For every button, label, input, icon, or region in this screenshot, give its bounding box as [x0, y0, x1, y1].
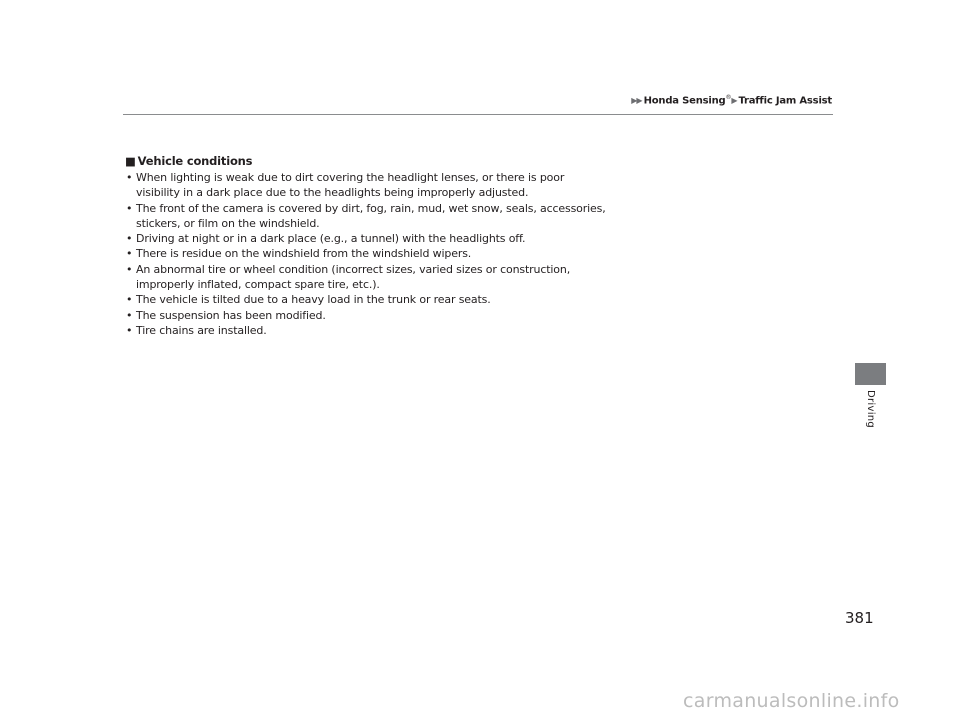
- list-item: [126, 323, 606, 338]
- bullet-icon: •: [126, 232, 133, 246]
- bullet-icon: •: [126, 201, 133, 215]
- bullet-icon: •: [126, 262, 133, 276]
- header-divider: [123, 114, 833, 115]
- page-number: 381: [845, 609, 874, 627]
- list-item-text: The vehicle is tilted due to a heavy load in the trunk or rear seats.: [136, 293, 491, 307]
- list-item-text: The front of the camera is covered by dirt, fog, rain, mud, wet snow, seals, accessories, stickers, or film on the windshield.: [136, 201, 606, 230]
- condition-list: [126, 170, 606, 338]
- list-item: [126, 201, 606, 232]
- chapter-label: Driving: [865, 390, 876, 429]
- section-title: Vehicle conditions: [137, 154, 253, 168]
- chapter-tab: [855, 363, 886, 385]
- list-item-text: Driving at night or in a dark place (e.g., a tunnel) with the headlights off.: [136, 232, 526, 246]
- registered-mark: ®: [725, 94, 732, 101]
- list-item: [126, 246, 606, 261]
- list-item-text: An abnormal tire or wheel condition (incorrect sizes, varied sizes or construction, improperly inflated, compact spare tire, etc.).: [136, 262, 571, 292]
- section-heading: [125, 154, 252, 168]
- breadcrumb: [620, 94, 832, 106]
- list-item: [126, 308, 606, 323]
- arrow-icon: ▶: [731, 96, 737, 106]
- list-item: [126, 262, 606, 293]
- breadcrumb-brand[interactable]: Honda Sensing: [643, 95, 726, 107]
- list-item-text: Tire chains are installed.: [136, 323, 267, 337]
- breadcrumb-section[interactable]: Traffic Jam Assist: [738, 95, 832, 107]
- bullet-icon: •: [126, 323, 133, 337]
- bullet-icon: •: [126, 247, 133, 261]
- list-item: [126, 231, 606, 246]
- bullet-icon: •: [126, 171, 133, 184]
- list-item-text: The suspension has been modified.: [136, 308, 326, 322]
- list-item-text: When lighting is weak due to dirt covering the headlight lenses, or there is poor visibility in a dark place due to the headlights being improperly adjusted.: [136, 171, 565, 200]
- watermark: carmanualsonline.info: [683, 690, 900, 712]
- bullet-icon: •: [126, 293, 133, 307]
- list-item: [126, 170, 606, 201]
- list-item-text: There is residue on the windshield from the windshield wipers.: [136, 247, 472, 261]
- square-bullet-icon: ■: [125, 154, 136, 168]
- double-arrow-icon: ▶▶: [631, 96, 642, 106]
- list-item: [126, 292, 606, 307]
- bullet-icon: •: [126, 308, 133, 322]
